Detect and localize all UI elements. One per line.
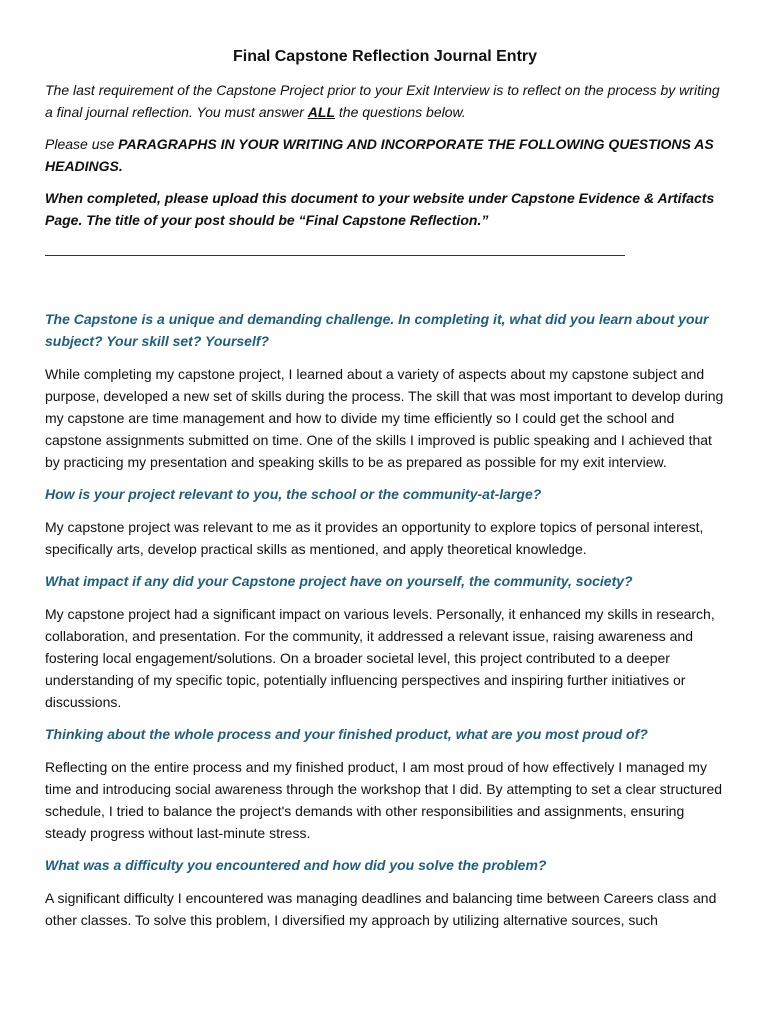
section-question: The Capstone is a unique and demanding challenge. In completing it, what did you learn about your subject? Your skill set? Yourself? <box>45 311 709 349</box>
document-page <box>45 46 725 941</box>
section-question: What impact if any did your Capstone project have on yourself, the community, society? <box>45 573 633 589</box>
intro-requirement-text: The last requirement of the Capstone Project prior to your Exit Interview is to reflect on the process by writing a final journal reflection. You must answer <box>45 82 720 120</box>
intro-all-emphasis: ALL <box>307 104 335 120</box>
section-answer: A significant difficulty I encountered was managing deadlines and balancing time between Careers class and other classes. To solve this problem, I diversified my approach by utilizing alternative sources, such <box>45 890 717 928</box>
document-title: Final Capstone Reflection Journal Entry <box>232 48 538 65</box>
intro-paragraph-format <box>45 133 725 177</box>
section-question: What was a difficulty you encountered and how did you solve the problem? <box>45 857 547 873</box>
separator-line <box>45 239 625 256</box>
section-answer: Reflecting on the entire process and my finished product, I am most proud of how effectively I managed my time and introducing social awareness through the workshop that I did. By attempting to set a clear structured schedule, I tried to balance the project's demands with other responsibilities and assignments, ensuring steady progress without last-minute stress. <box>45 759 723 841</box>
section-answer: While completing my capstone project, I learned about a variety of aspects about my capstone subject and purpose, developed a new set of skills during the process. The skill that was most important to develop during my capstone are time management and how to divide my time efficiently so I could get the school and capstone assignments submitted on time. One of the skills I improved is public speaking and I achieved that by practicing my presentation and speaking skills to be as prepared as possible for my exit interview. <box>45 366 724 470</box>
section-answer: My capstone project had a significant impact on various levels. Personally, it enhanced my skills in research, collaboration, and presentation. For the community, it addressed a relevant issue, raising awareness and fostering local engagement/solutions. On a broader societal level, this project contributed to a deeper understanding of my specific topic, potentially influencing perspectives and inspiring further initiatives or discussions. <box>45 606 715 710</box>
section-answer: My capstone project was relevant to me as it provides an opportunity to explore topics of personal interest, specifically arts, develop practical skills as mentioned, and apply theoretical knowledge. <box>45 519 704 557</box>
intro-paragraph-requirement <box>45 79 725 123</box>
intro-paragraph-upload: When completed, please upload this document to your website under Capstone Evidence & Artifacts Page. The title of your post should be “Final Capstone Reflection.” <box>45 190 715 228</box>
intro-format-lead: Please use <box>45 136 119 152</box>
intro-requirement-tail: the questions below. <box>335 104 466 120</box>
section-question: How is your project relevant to you, the school or the community-at-large? <box>45 486 542 502</box>
intro-format-instruction: PARAGRAPHS IN YOUR WRITING AND INCORPORATE THE FOLLOWING QUESTIONS AS HEADINGS. <box>45 136 714 174</box>
section-question: Thinking about the whole process and your finished product, what are you most proud of? <box>45 726 648 742</box>
